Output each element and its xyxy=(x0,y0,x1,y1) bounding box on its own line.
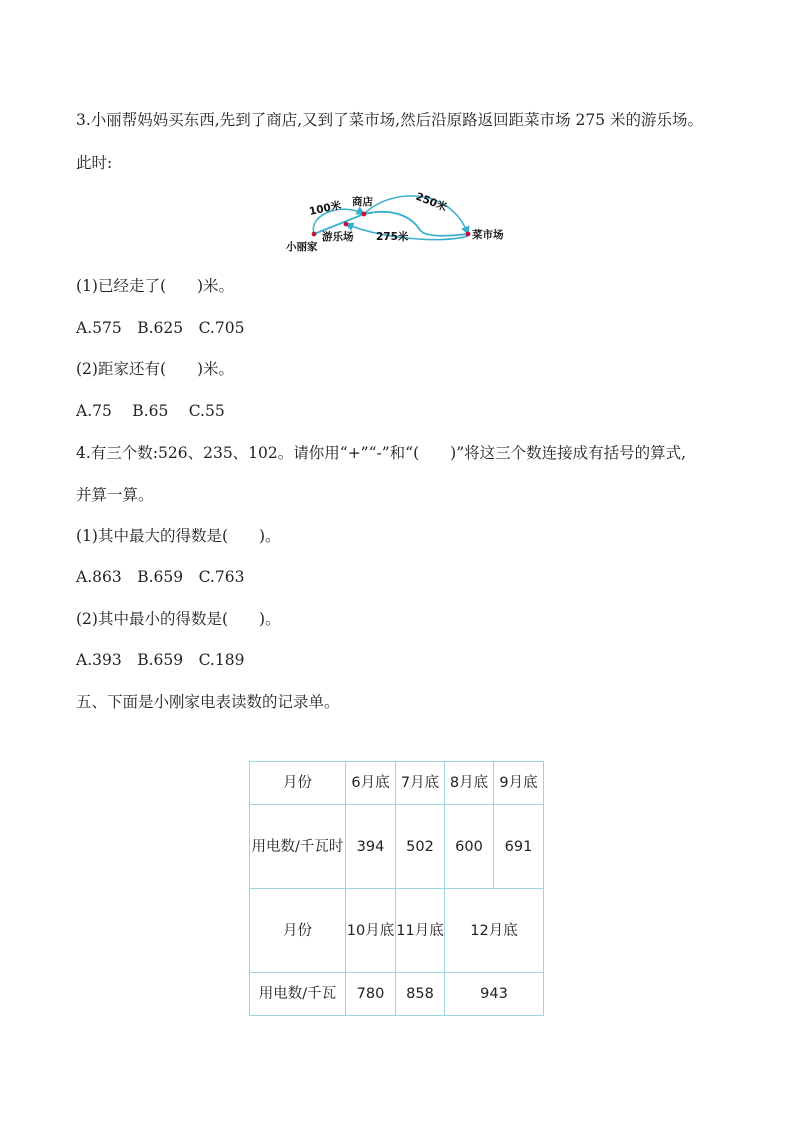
value-cell: 943 xyxy=(445,973,544,1016)
market-dot xyxy=(466,232,471,237)
label-market: 菜市场 xyxy=(472,229,504,241)
label-275m: 275米 xyxy=(376,231,409,243)
q4-options2: A.393 B.659 C.189 xyxy=(76,651,245,669)
month-cell: 6月底 xyxy=(346,762,396,805)
table-row xyxy=(250,973,544,1016)
q4-stem: 4.有三个数:526、235、102。请你用“+”“-”和“( )”将这三个数连接成有括号的算式, xyxy=(76,444,687,462)
q4-sub1: (1)其中最大的得数是( )。 xyxy=(76,527,281,545)
month-cell: 11月底 xyxy=(396,889,445,973)
park-dot xyxy=(344,222,349,227)
month-cell: 7月底 xyxy=(396,762,445,805)
q4-stem-continued: 并算一算。 xyxy=(76,486,154,504)
q4-sub2: (2)其中最小的得数是( )。 xyxy=(76,610,281,628)
table-row xyxy=(250,762,544,805)
value-cell: 858 xyxy=(396,973,445,1016)
row3-header: 月份 xyxy=(250,889,346,973)
meter-reading-table xyxy=(249,761,544,1016)
value-cell: 600 xyxy=(445,805,494,889)
month-cell: 8月底 xyxy=(445,762,494,805)
q3-sub2: (2)距家还有( )米。 xyxy=(76,360,235,378)
row1-header: 月份 xyxy=(250,762,346,805)
table-row xyxy=(250,805,544,889)
value-cell: 691 xyxy=(494,805,544,889)
value-cell: 502 xyxy=(396,805,445,889)
value-cell: 780 xyxy=(346,973,396,1016)
month-cell: 10月底 xyxy=(346,889,396,973)
month-cell: 9月底 xyxy=(494,762,544,805)
value-cell: 394 xyxy=(346,805,396,889)
q3-stem-continued: 此时: xyxy=(76,154,113,172)
label-park: 游乐场 xyxy=(322,231,354,243)
label-shop: 商店 xyxy=(352,196,373,208)
shop-dot xyxy=(362,212,367,217)
q3-options1: A.575 B.625 C.705 xyxy=(76,319,245,337)
table-row xyxy=(250,889,544,973)
row2-header: 用电数/千瓦时 xyxy=(250,805,346,889)
q4-options1: A.863 B.659 C.763 xyxy=(76,568,245,586)
q3-sub1: (1)已经走了( )米。 xyxy=(76,277,235,295)
label-100m: 100米 xyxy=(308,199,343,218)
q5-title: 五、下面是小刚家电表读数的记录单。 xyxy=(76,693,340,711)
label-250m: 250米 xyxy=(413,190,449,214)
label-home: 小丽家 xyxy=(286,241,318,253)
q3-options2: A.75 B.65 C.55 xyxy=(76,402,225,420)
route-diagram xyxy=(286,186,520,258)
row4-header: 用电数/千瓦 xyxy=(250,973,346,1016)
home-dot xyxy=(312,232,317,237)
q3-stem: 3.小丽帮妈妈买东西,先到了商店,又到了菜市场,然后沿原路返回距菜市场 275 米的游乐场。 xyxy=(76,111,704,129)
month-cell: 12月底 xyxy=(445,889,544,973)
